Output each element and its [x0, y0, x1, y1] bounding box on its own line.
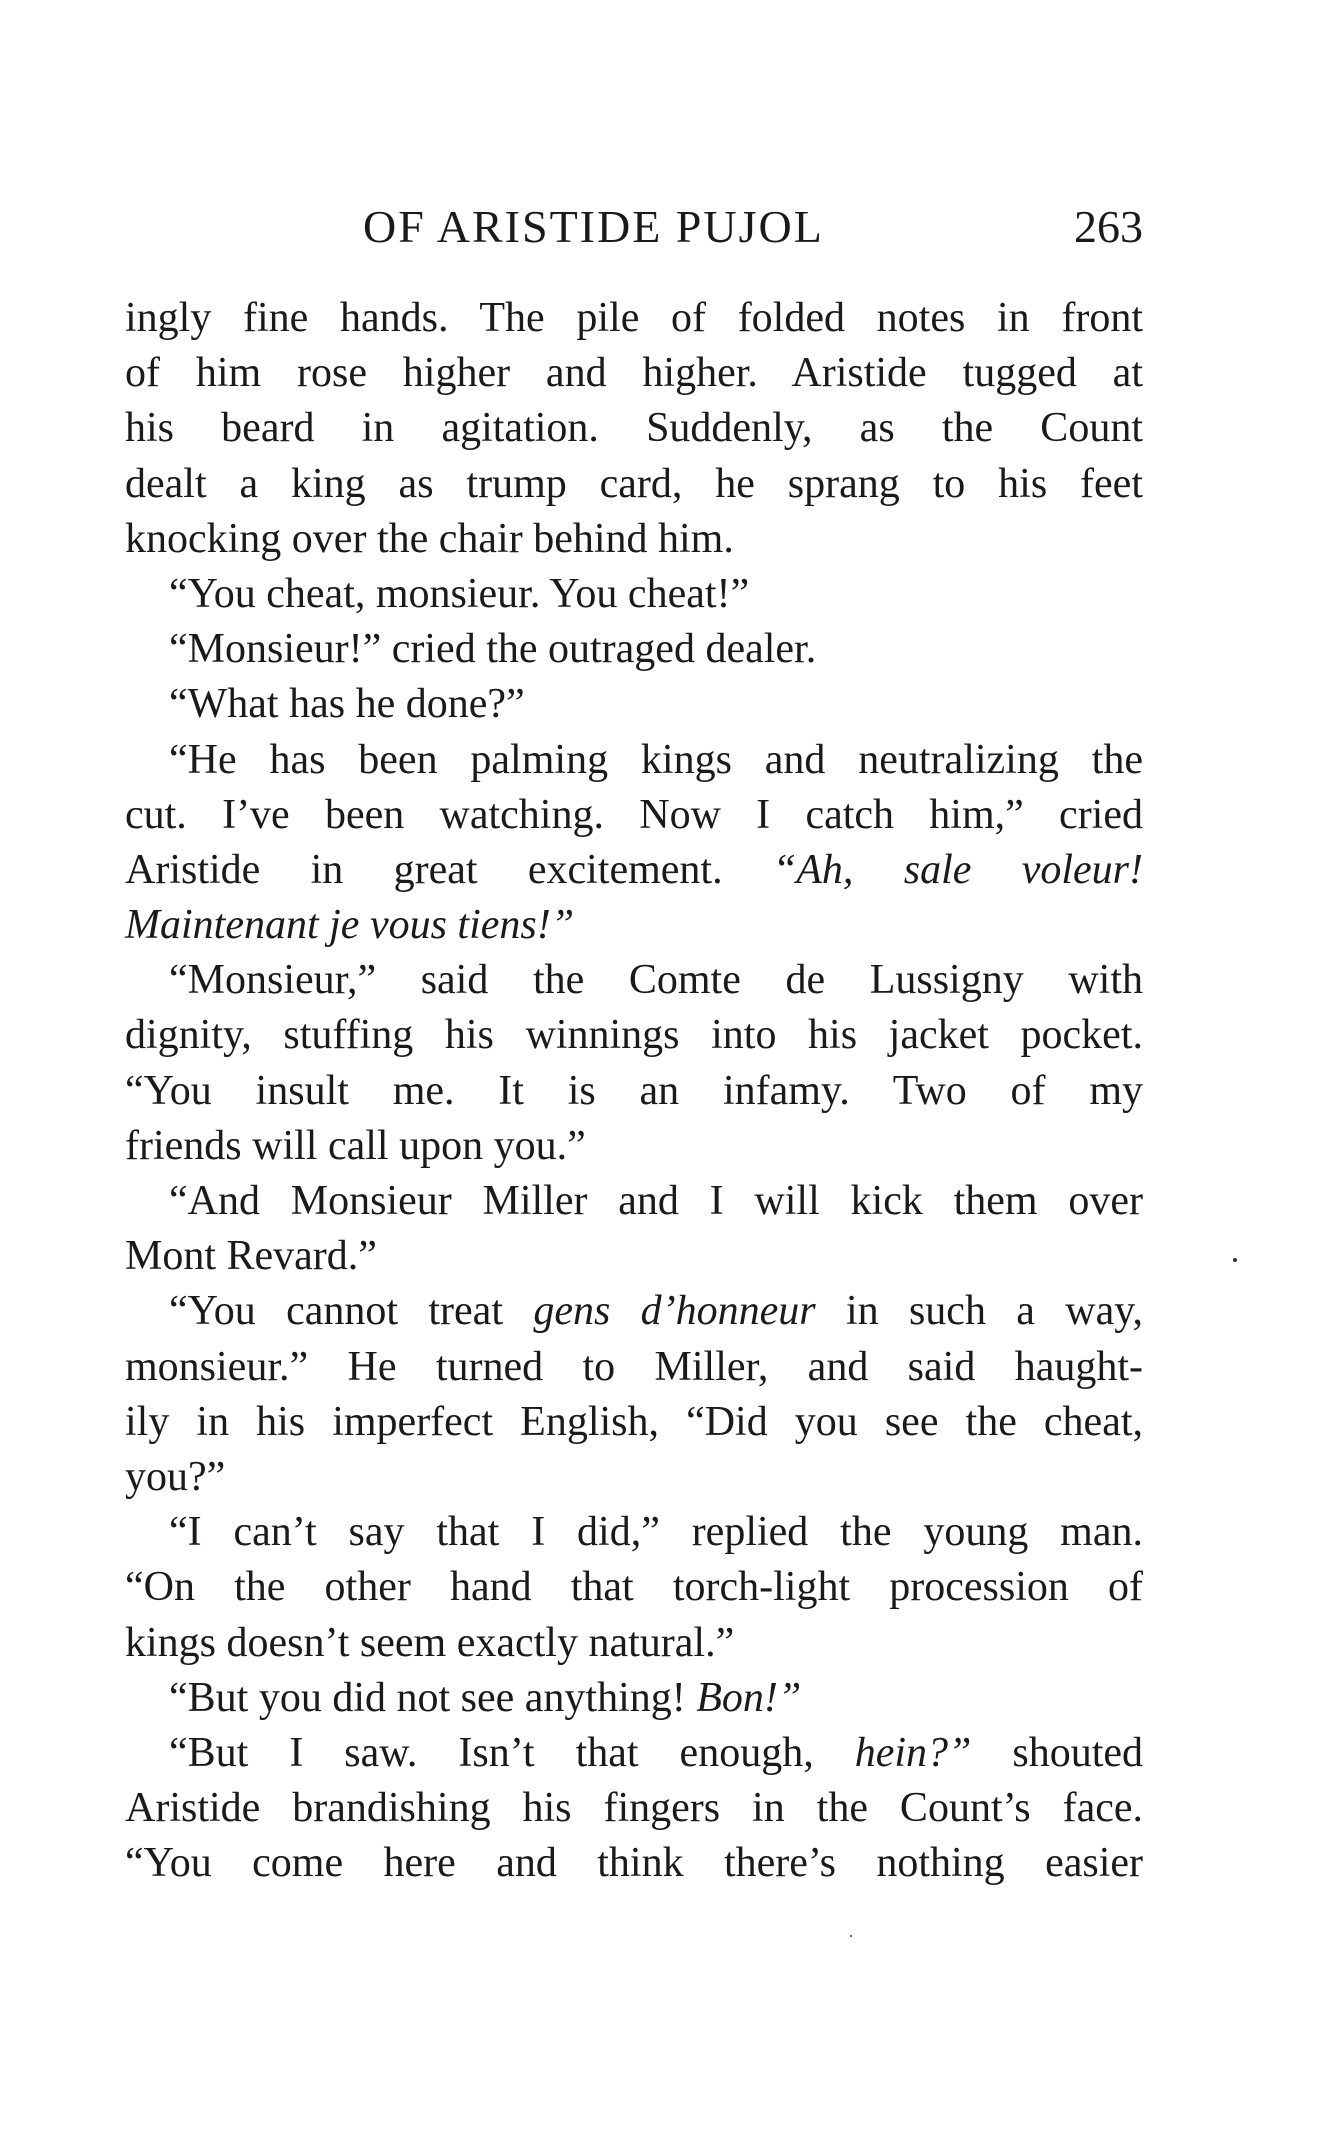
text-line: “You come here and think there’s nothing easier [125, 1840, 1143, 1887]
text-run: “But you did not see anything! [169, 1674, 697, 1721]
text-line: “I can’t say that I did,” replied the young man. [169, 1509, 1143, 1556]
text-line: Mont Revard.” [125, 1233, 377, 1280]
text-line: ingly fine hands. The pile of folded notes in front [125, 295, 1143, 341]
text-line: Aristide brandishing his fingers in the Count’s face. [125, 1785, 1143, 1832]
text-line: “He has been palming kings and neutralizing the [169, 736, 1143, 783]
text-line: “Monsieur,” said the Comte de Lussigny with [169, 957, 1143, 1004]
text-line: ily in his imperfect English, “Did you see the cheat, [125, 1398, 1143, 1445]
text-line: dealt a king as trump card, he sprang to his feet [125, 460, 1143, 507]
text-line: “What has he done?” [169, 681, 525, 728]
italic-run: “Ah, sale voleur! [772, 846, 1143, 893]
text-line: friends will call upon you.” [125, 1122, 586, 1169]
text-run: Aristide in great excitement. [125, 846, 773, 893]
text-line: “Monsieur!” cried the outraged dealer. [169, 626, 817, 673]
text-line [125, 843, 1143, 898]
text-line: knocking over the chair behind him. [125, 515, 734, 562]
text-line: monsieur.” He turned to Miller, and said haught- [125, 1343, 1143, 1390]
text-run: shouted [971, 1729, 1144, 1776]
body-text [125, 291, 1143, 1891]
text-line [125, 1284, 1143, 1339]
text-line: “And Monsieur Miller and I will kick them over [169, 1178, 1143, 1224]
text-line: you?” [125, 1453, 226, 1500]
text-line [125, 898, 1143, 953]
text-line: cut. I’ve been watching. Now I catch him,” cried [125, 791, 1143, 838]
text-line: his beard in agitation. Suddenly, as the Count [125, 405, 1143, 452]
page-header [125, 200, 1143, 260]
text-line: “You cheat, monsieur. You cheat!” [169, 570, 750, 617]
text-run: “But I saw. Isn’t that enough, [169, 1729, 855, 1776]
page-number: 263 [1074, 201, 1143, 252]
text-line: kings doesn’t seem exactly natural.” [125, 1619, 735, 1666]
text-line [125, 1671, 1143, 1726]
italic-run: gens d’honneur [533, 1288, 816, 1335]
italic-run: hein?” [854, 1729, 972, 1776]
text-line [125, 1726, 1143, 1781]
text-line: of him rose higher and higher. Aristide tugged at [125, 350, 1143, 397]
italic-run: Maintenant je vous tiens!” [125, 902, 575, 949]
text-run: in such a way, [815, 1288, 1143, 1335]
print-speck [1233, 1258, 1237, 1262]
italic-run: Bon!” [696, 1674, 802, 1721]
text-line: “On the other hand that torch-light procession of [125, 1564, 1143, 1611]
print-speck [850, 1935, 852, 1937]
text-line: dignity, stuffing his winnings into his jacket pocket. [125, 1012, 1143, 1059]
running-title: OF ARISTIDE PUJOL [363, 201, 824, 252]
text-line: “You insult me. It is an infamy. Two of my [125, 1067, 1143, 1114]
text-run: “You cannot treat [169, 1288, 534, 1335]
